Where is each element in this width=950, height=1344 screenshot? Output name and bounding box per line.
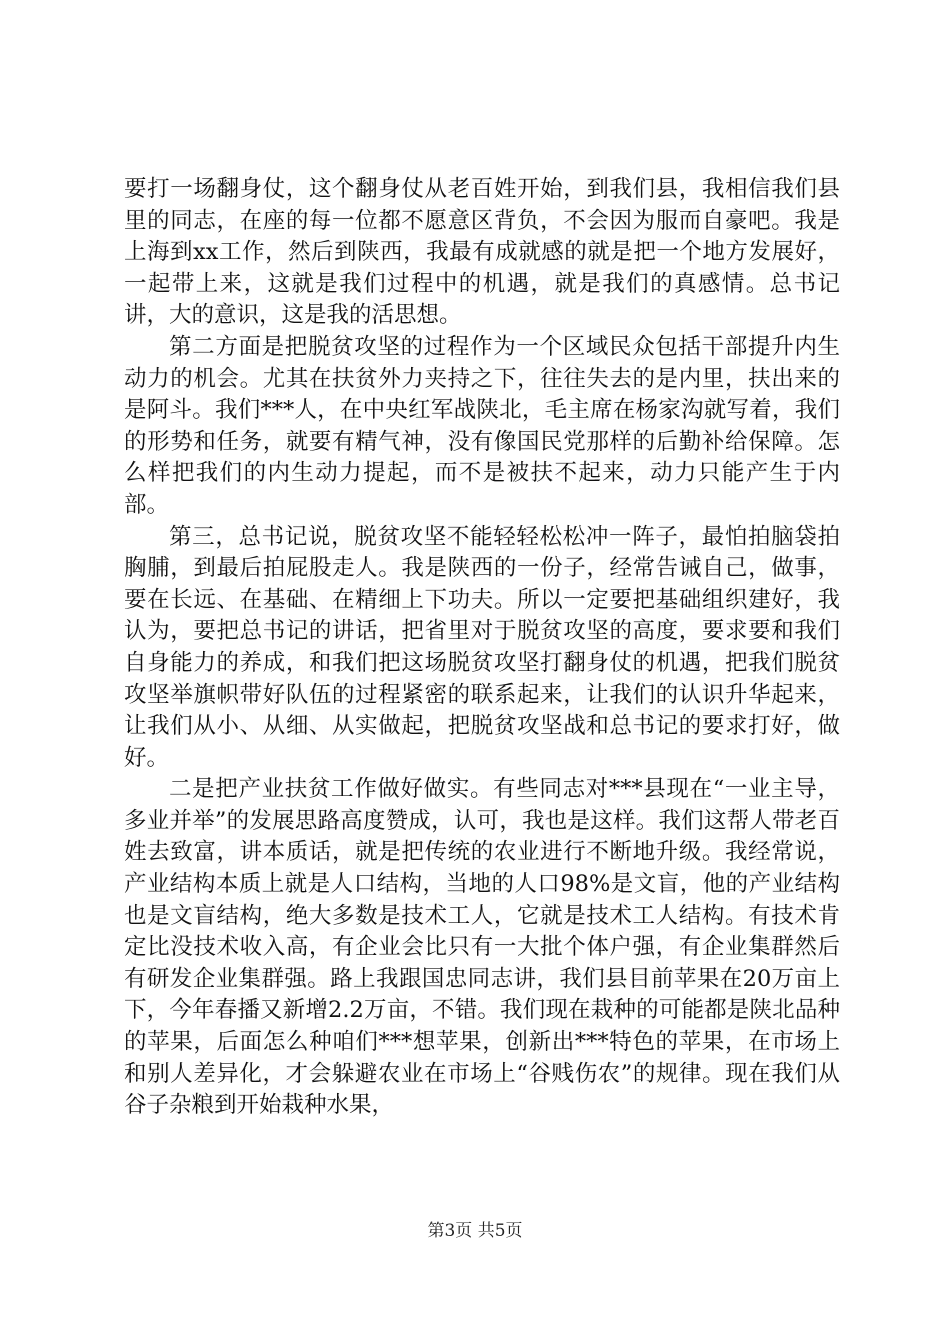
paragraph-1: 要打一场翻身仗，这个翻身仗从老百姓开始，到我们县，我相信我们县里的同志，在座的每一位都不愿意区背负，不会因为服而自豪吧。我是上海到xx工作，然后到陕西，我最有成就感的就是把一个地方发展好，一起带上来，这就是我们过程中的机遇，就是我们的真感情。总书记讲，大的意识，这是我的活思想。 xyxy=(124,176,840,329)
paragraph-4: 二是把产业扶贫工作做好做实。有些同志对***县现在“一业主导，多业并举”的发展思路高度赞成，认可，我也是这样。我们这帮人带老百姓去致富，讲本质话，就是把传统的农业进行不断地升级。我经常说，产业结构本质上就是人口结构，当地的人口98%是文盲，他的产业结构也是文盲结构，绝大多数是技术工人，它就是技术工人结构。有技术肯定比没技术收入高，有企业会比只有一大批个体户强，有企业集群然后有研发企业集群强。路上我跟国忠同志讲，我们县目前苹果在20万亩上下，今年春播又新增2.2万亩，不错。我们现在栽种的可能都是陕北品种的苹果，后面怎么种咱们***想苹果，创新出***特色的苹果，在市场上和别人差异化，才会躲避农业在市场上“谷贱伤农”的规律。现在我们从谷子杂粮到开始栽种水果， xyxy=(124,776,840,1119)
body-text xyxy=(124,174,840,1122)
paragraph-3: 第三，总书记说，脱贫攻坚不能轻轻松松冲一阵子，最怕拍脑袋拍胸脯，到最后拍屁股走人。我是陕西的一份子，经常告诫自己，做事，要在长远、在基础、在精细上下功夫。所以一定要把基础组织建好，我认为，要把总书记的讲话，把省里对于脱贫攻坚的高度，要求要和我们自身能力的养成，和我们把这场脱贫攻坚打翻身仗的机遇，把我们脱贫攻坚举旗帜带好队伍的过程紧密的联系起来，让我们的认识升华起来，让我们从小、从细、从实做起，把脱贫攻坚战和总书记的要求打好，做好。 xyxy=(124,523,840,771)
page-number: 第3页 共5页 xyxy=(427,1221,523,1241)
paragraph-2: 第二方面是把脱贫攻坚的过程作为一个区域民众包括干部提升内生动力的机会。尤其在扶贫外力夹持之下，往往失去的是内里，扶出来的是阿斗。我们***人，在中央红军战陕北，毛主席在杨家沟就写着，我们的形势和任务，就要有精气神，没有像国民党那样的后勤补给保障。怎么样把我们的内生动力提起，而不是被扶不起来，动力只能产生于内部。 xyxy=(124,333,840,518)
